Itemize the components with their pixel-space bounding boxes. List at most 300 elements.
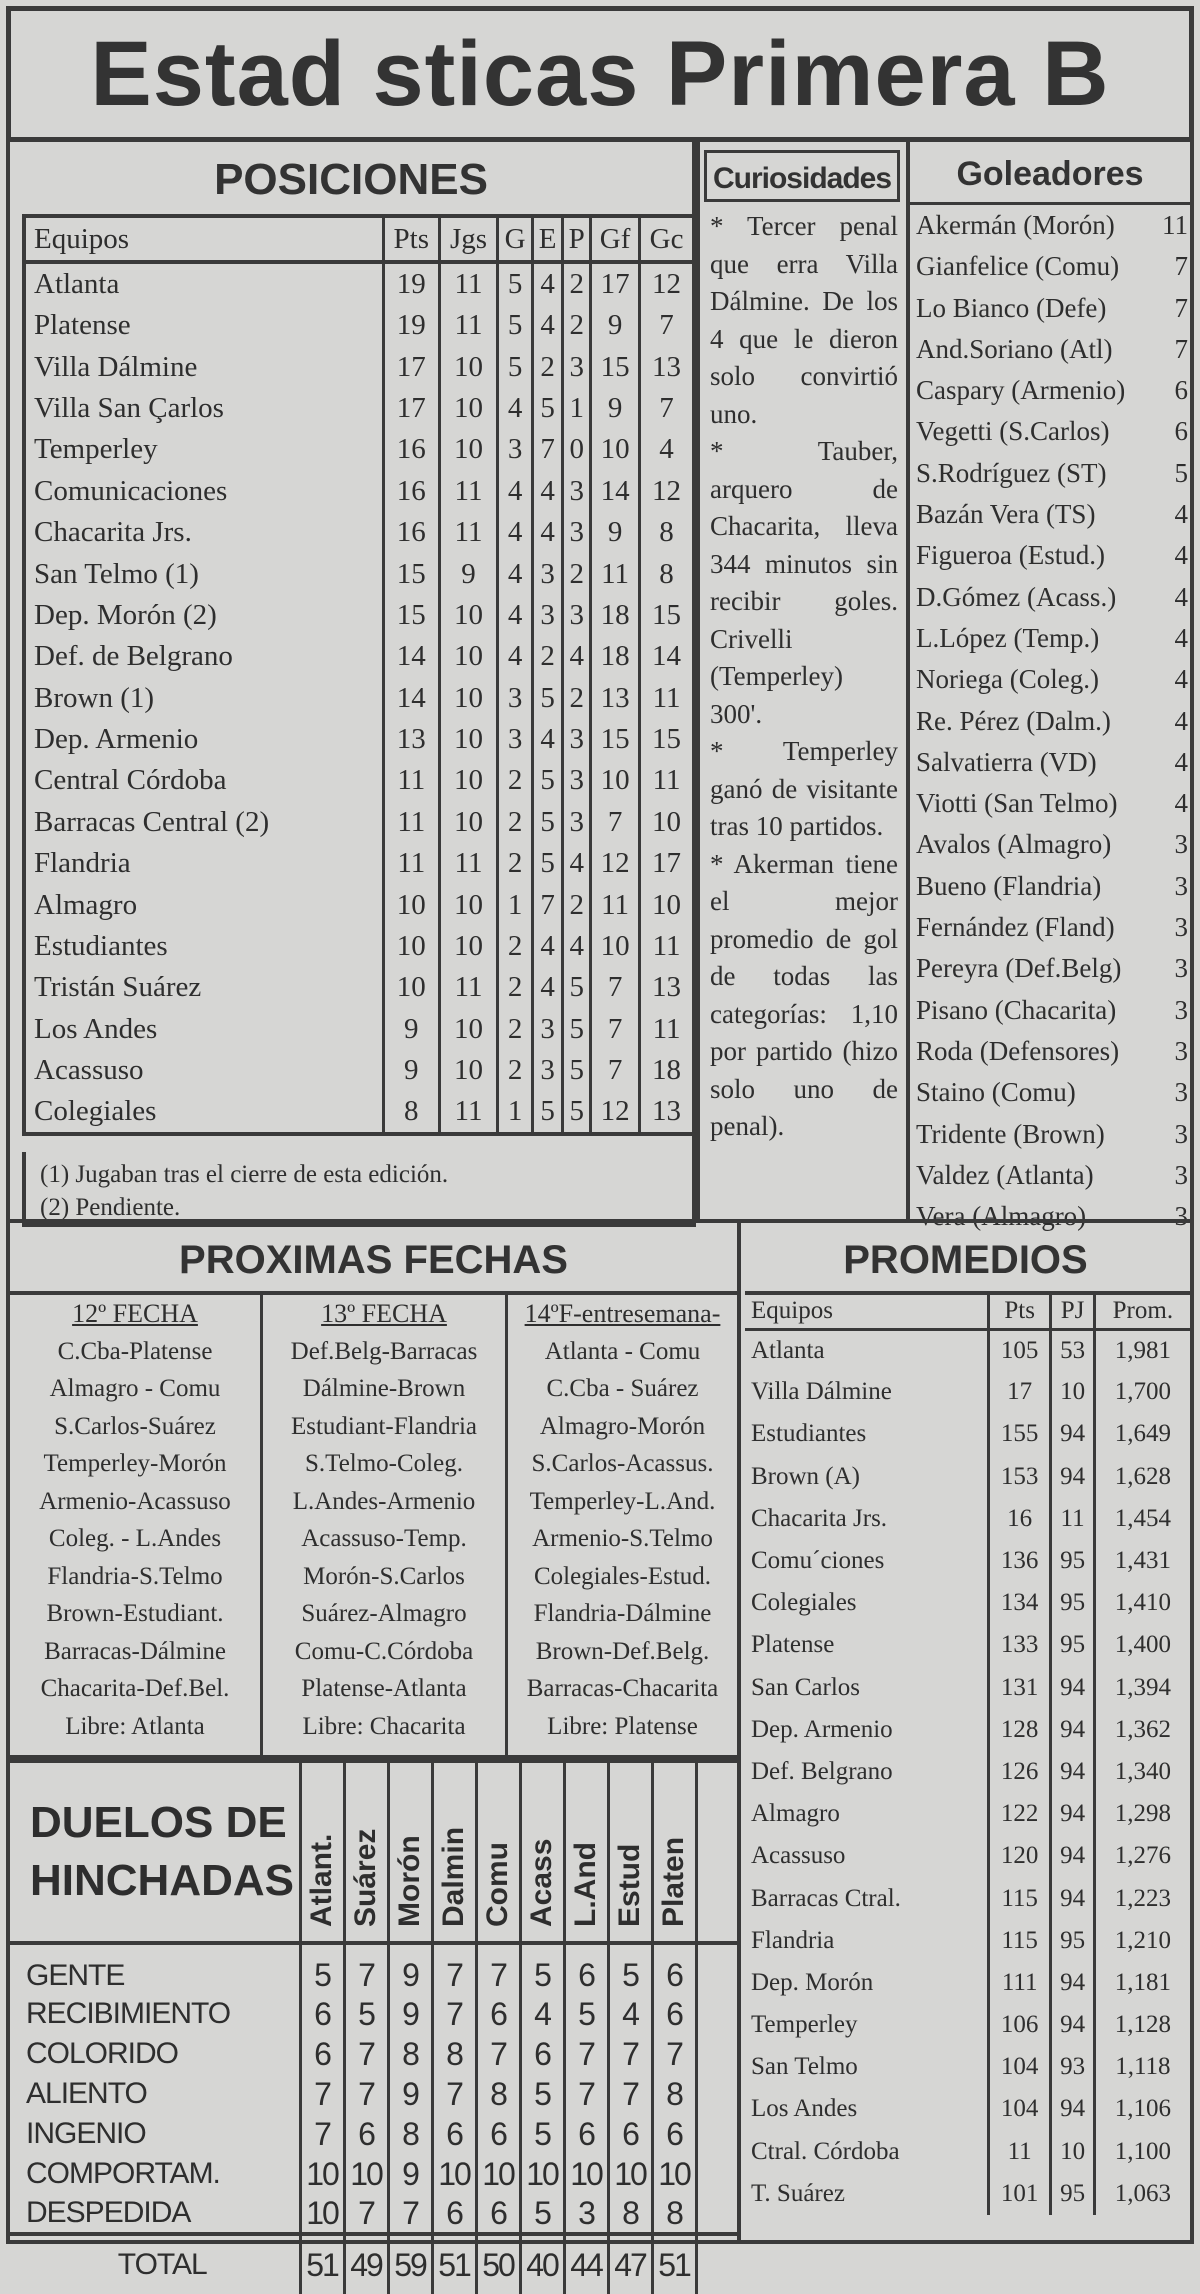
stat-cell: 9 xyxy=(591,388,640,429)
score-cell: 7 xyxy=(564,2074,608,2114)
total-cell: 59 xyxy=(388,2234,432,2294)
match: Brown-Estudiant. xyxy=(46,1600,224,1627)
goal-count: 11 xyxy=(1162,210,1188,240)
stat-cell: 1,628 xyxy=(1094,1456,1190,1498)
fecha-title: 12º FECHA xyxy=(72,1299,198,1328)
score-cell: 7 xyxy=(476,1943,520,1994)
goal-count: 5 xyxy=(1174,457,1188,488)
stat-cell: 15 xyxy=(591,719,640,760)
stat-cell: 13 xyxy=(591,678,640,719)
stat-cell: 2 xyxy=(498,843,533,884)
column-label: Estud xyxy=(613,1843,646,1927)
column-header xyxy=(476,1763,520,1943)
table-row xyxy=(24,636,694,677)
list-item xyxy=(910,1155,1190,1196)
score-cell: 8 xyxy=(432,2034,476,2074)
stat-cell: 7 xyxy=(533,884,563,925)
goal-count: 3 xyxy=(1174,1118,1188,1149)
stat-cell: 14 xyxy=(591,471,640,512)
table-row xyxy=(10,1994,737,2034)
stat-cell: 105 xyxy=(988,1329,1051,1371)
score-cell: 6 xyxy=(300,1994,344,2034)
proximas-fechas-section xyxy=(6,1219,741,1759)
stat-cell: 95 xyxy=(1051,1920,1094,1962)
list-item xyxy=(910,866,1190,907)
team-name: Temperley xyxy=(34,433,158,466)
stat-cell: 15 xyxy=(640,719,694,760)
score-cell: 6 xyxy=(520,2034,564,2074)
score-cell: 8 xyxy=(388,2034,432,2074)
stat-cell: 11 xyxy=(383,843,439,884)
stat-cell: 11 xyxy=(591,553,640,594)
column-header xyxy=(652,1763,696,1943)
team-name: Villa Dálmine xyxy=(34,350,198,383)
list-item xyxy=(910,246,1190,287)
table-row xyxy=(24,262,694,305)
stat-cell: 5 xyxy=(533,678,563,719)
column-header: E xyxy=(533,216,563,262)
table-row xyxy=(10,2194,737,2234)
stat-cell: 94 xyxy=(1051,2088,1094,2130)
stat-cell: 1,276 xyxy=(1094,1835,1190,1877)
goal-count: 3 xyxy=(1174,829,1188,860)
table-row xyxy=(745,2173,1190,2215)
stat-cell: 1,981 xyxy=(1094,1329,1190,1371)
posiciones-heading: POSICIONES xyxy=(214,155,488,204)
stat-cell: 10 xyxy=(640,884,694,925)
blank-cell xyxy=(696,2114,737,2154)
blank-cell xyxy=(696,1994,737,2034)
blank-cell xyxy=(696,2074,737,2114)
stat-cell: 1,394 xyxy=(1094,1667,1190,1709)
stat-cell: 7 xyxy=(591,802,640,843)
stat-cell: 11 xyxy=(640,926,694,967)
stat-cell: 3 xyxy=(563,346,591,387)
team-name: Tristán Suárez xyxy=(34,971,202,1004)
stat-cell: 4 xyxy=(533,471,563,512)
stat-cell: 10 xyxy=(1051,1371,1094,1413)
stat-cell: 131 xyxy=(988,1667,1051,1709)
category-label: GENTE xyxy=(26,1958,125,1992)
match: S.Telmo-Coleg. xyxy=(305,1450,463,1477)
stat-cell: 15 xyxy=(640,595,694,636)
category-label: DESPEDIDA xyxy=(26,2196,191,2229)
team-name: Central Córdoba xyxy=(34,764,227,797)
stat-cell: 1,410 xyxy=(1094,1582,1190,1624)
stat-cell: 18 xyxy=(591,636,640,677)
stat-cell: 3 xyxy=(498,719,533,760)
score-cell: 9 xyxy=(388,1994,432,2034)
team-name: Colegiales xyxy=(34,1095,157,1128)
column-label: L.And xyxy=(569,1842,602,1927)
score-cell: 10 xyxy=(564,2154,608,2194)
stat-cell: 128 xyxy=(988,1709,1051,1751)
list-item xyxy=(910,990,1190,1031)
stat-cell: 1,400 xyxy=(1094,1624,1190,1666)
scorer-name: S.Rodríguez (ST) xyxy=(916,457,1107,488)
match: Temperley-Morón xyxy=(43,1450,227,1477)
match: Flandria-S.Telmo xyxy=(47,1562,223,1590)
posiciones-table xyxy=(22,214,696,1136)
column-header: P xyxy=(563,216,591,262)
stat-cell: 10 xyxy=(591,760,640,801)
goal-count: 3 xyxy=(1174,1077,1188,1108)
score-cell: 7 xyxy=(344,2074,388,2114)
stat-cell: 94 xyxy=(1051,1413,1094,1455)
stat-cell: 5 xyxy=(533,843,563,884)
goal-count: 4 xyxy=(1174,540,1188,571)
stat-cell: 11 xyxy=(988,2131,1051,2173)
column-header xyxy=(344,1763,388,1943)
fecha-title: 14ºF-entresemana- xyxy=(524,1299,721,1328)
stat-cell: 95 xyxy=(1051,2173,1094,2215)
stat-cell: 115 xyxy=(988,1877,1051,1919)
scorer-name: Staino (Comu) xyxy=(916,1077,1076,1108)
stat-cell: 7 xyxy=(533,429,563,470)
category-label: ALIENTO xyxy=(26,2077,147,2110)
score-cell: 10 xyxy=(432,2154,476,2194)
posiciones-notes xyxy=(22,1152,696,1227)
list-item xyxy=(910,1072,1190,1113)
stat-cell: 5 xyxy=(533,388,563,429)
stat-cell: 4 xyxy=(533,967,563,1008)
list-item xyxy=(910,494,1190,535)
goal-count: 3 xyxy=(1174,994,1188,1025)
score-cell: 6 xyxy=(608,2114,652,2154)
match: Libre: Chacarita xyxy=(302,1712,466,1740)
stat-cell: 95 xyxy=(1051,1624,1094,1666)
stat-cell: 5 xyxy=(533,760,563,801)
table-row xyxy=(24,884,694,925)
list-item xyxy=(910,948,1190,989)
table-row xyxy=(745,1962,1190,2004)
table-row xyxy=(10,2114,737,2154)
stat-cell: 1,298 xyxy=(1094,1793,1190,1835)
table-row xyxy=(24,802,694,843)
stat-cell: 10 xyxy=(439,760,497,801)
column-header xyxy=(388,1763,432,1943)
scorer-name: Vegetti (S.Carlos) xyxy=(916,416,1110,447)
page-title: Estad sticas Primera B xyxy=(6,6,1194,142)
score-cell: 7 xyxy=(344,1943,388,1994)
table-row xyxy=(745,1456,1190,1498)
stat-cell: 5 xyxy=(498,305,533,346)
column-label: Suárez xyxy=(349,1828,382,1927)
score-cell: 7 xyxy=(432,1994,476,2034)
note: (1) Jugaban tras el cierre de esta edición. xyxy=(40,1161,449,1188)
stat-cell: 16 xyxy=(383,429,439,470)
score-cell: 5 xyxy=(564,1994,608,2034)
stat-cell: 2 xyxy=(563,553,591,594)
score-cell: 5 xyxy=(300,1943,344,1994)
duelos-heading-line2: HINCHADAS xyxy=(30,1856,294,1905)
column-header: PJ xyxy=(1051,1293,1094,1329)
curiosidades-heading: Curiosidades xyxy=(704,150,900,202)
stat-cell: 94 xyxy=(1051,1751,1094,1793)
table-row xyxy=(745,1540,1190,1582)
team-name: Dep. Morón xyxy=(751,1968,874,1996)
stat-cell: 5 xyxy=(563,967,591,1008)
stat-cell: 1,223 xyxy=(1094,1877,1190,1919)
stat-cell: 4 xyxy=(498,471,533,512)
team-name: San Carlos xyxy=(751,1673,861,1701)
promedios-section xyxy=(737,1219,1194,2244)
stat-cell: 4 xyxy=(563,843,591,884)
column-header: Equipos xyxy=(24,216,383,262)
team-name: Colegiales xyxy=(751,1589,857,1617)
team-name: Almagro xyxy=(34,888,138,921)
table-row xyxy=(24,843,694,884)
column-header: Equipos xyxy=(745,1293,988,1329)
posiciones-section xyxy=(6,138,696,1223)
team-name: Almagro xyxy=(751,1800,840,1828)
table-row xyxy=(745,1751,1190,1793)
goal-count: 4 xyxy=(1174,705,1188,736)
match: Colegiales-Estud. xyxy=(533,1562,712,1590)
goal-count: 6 xyxy=(1174,375,1188,406)
stat-cell: 10 xyxy=(591,429,640,470)
table-row xyxy=(10,2034,737,2074)
stat-cell: 11 xyxy=(640,678,694,719)
scorer-name: Noriega (Coleg.) xyxy=(916,664,1099,695)
team-name: Comu´ciones xyxy=(751,1547,885,1575)
table-row xyxy=(745,2046,1190,2088)
stat-cell: 15 xyxy=(383,595,439,636)
table-row xyxy=(745,1329,1190,1371)
blank-cell xyxy=(696,2234,737,2294)
score-cell: 5 xyxy=(344,1994,388,2034)
table-row xyxy=(745,1835,1190,1877)
team-name: Chacarita Jrs. xyxy=(34,516,192,549)
stat-cell: 7 xyxy=(591,1009,640,1050)
column-header: Prom. xyxy=(1094,1293,1190,1329)
score-cell: 10 xyxy=(652,2154,696,2194)
scorer-name: Tridente (Brown) xyxy=(916,1118,1105,1149)
goal-count: 7 xyxy=(1174,292,1188,323)
match: Chacarita-Def.Bel. xyxy=(40,1675,230,1702)
match: S.Carlos-Acassus. xyxy=(531,1450,714,1477)
stat-cell: 94 xyxy=(1051,1835,1094,1877)
match: Libre: Platense xyxy=(547,1712,698,1740)
column-header: Jgs xyxy=(439,216,497,262)
team-name: Dep. Morón (2) xyxy=(34,598,217,631)
stat-cell: 94 xyxy=(1051,1456,1094,1498)
goleadores-heading: Goleadores xyxy=(956,155,1144,193)
stat-cell: 1,128 xyxy=(1094,2004,1190,2046)
stat-cell: 16 xyxy=(383,471,439,512)
scorer-name: Figueroa (Estud.) xyxy=(916,540,1105,571)
match: C.Cba - Suárez xyxy=(546,1375,699,1402)
list-item xyxy=(910,205,1190,246)
team-name: Acassuso xyxy=(751,1842,846,1870)
stat-cell: 12 xyxy=(640,262,694,305)
team-name: Chacarita Jrs. xyxy=(751,1504,888,1532)
goal-count: 4 xyxy=(1174,622,1188,653)
stat-cell: 10 xyxy=(383,926,439,967)
stat-cell: 104 xyxy=(988,2088,1051,2130)
team-name: Barracas Ctral. xyxy=(751,1884,901,1912)
team-name: Def. Belgrano xyxy=(751,1757,893,1785)
stat-cell: 10 xyxy=(1051,2131,1094,2173)
table-row xyxy=(24,926,694,967)
team-name: Estudiantes xyxy=(34,930,168,963)
table-row xyxy=(24,553,694,594)
column-header: Gf xyxy=(591,216,640,262)
table-row xyxy=(24,760,694,801)
total-cell: 50 xyxy=(476,2234,520,2294)
column-label: Dalmin xyxy=(437,1826,470,1927)
column-header: Pts xyxy=(988,1293,1051,1329)
stat-cell: 95 xyxy=(1051,1582,1094,1624)
stat-cell: 14 xyxy=(383,636,439,677)
stat-cell: 1,100 xyxy=(1094,2131,1190,2173)
stat-cell: 17 xyxy=(988,1371,1051,1413)
total-cell: 51 xyxy=(300,2234,344,2294)
match: S.Carlos-Suárez xyxy=(54,1412,216,1440)
blank-cell xyxy=(696,1943,737,1994)
score-cell: 5 xyxy=(520,1943,564,1994)
stat-cell: 4 xyxy=(533,262,563,305)
stat-cell: 4 xyxy=(498,636,533,677)
curiosidad: * Tauber, arquero de Chacarita, lleva 344 minutos sin recibir goles. Crivelli (Temperley) 300'. xyxy=(710,436,898,729)
stat-cell: 14 xyxy=(383,678,439,719)
table-row xyxy=(745,1371,1190,1413)
match: Armenio-S.Telmo xyxy=(532,1525,713,1552)
total-cell: 47 xyxy=(608,2234,652,2294)
total-cell: 49 xyxy=(344,2234,388,2294)
team-name: Acassuso xyxy=(34,1054,144,1087)
stat-cell: 94 xyxy=(1051,1709,1094,1751)
score-cell: 7 xyxy=(432,2074,476,2114)
stat-cell: 1 xyxy=(498,1091,533,1134)
table-row xyxy=(745,2004,1190,2046)
stat-cell: 95 xyxy=(1051,1540,1094,1582)
scorer-name: Akermán (Morón) xyxy=(916,210,1115,240)
column-label: Morón xyxy=(393,1835,426,1927)
score-cell: 10 xyxy=(300,2194,344,2234)
stat-cell: 9 xyxy=(383,1050,439,1091)
score-cell: 5 xyxy=(608,1943,652,1994)
score-cell: 6 xyxy=(652,1994,696,2034)
category-label: RECIBIMIENTO xyxy=(26,1997,231,2030)
list-item xyxy=(910,577,1190,618)
total-cell: 44 xyxy=(564,2234,608,2294)
stat-cell: 3 xyxy=(563,802,591,843)
note: (2) Pendiente. xyxy=(40,1194,181,1221)
score-cell: 6 xyxy=(432,2194,476,2234)
table-row xyxy=(745,1877,1190,1919)
stat-cell: 9 xyxy=(591,512,640,553)
match: L.Andes-Armenio xyxy=(292,1487,476,1515)
stat-cell: 5 xyxy=(533,802,563,843)
scorer-name: Viotti (San Telmo) xyxy=(916,788,1118,819)
stat-cell: 10 xyxy=(439,388,497,429)
list-item xyxy=(910,370,1190,411)
list-item xyxy=(910,288,1190,329)
stat-cell: 10 xyxy=(439,429,497,470)
stat-cell: 10 xyxy=(383,967,439,1008)
table-row xyxy=(10,2074,737,2114)
stat-cell: 10 xyxy=(591,926,640,967)
score-cell: 6 xyxy=(344,2114,388,2154)
stat-cell: 13 xyxy=(640,346,694,387)
column-header xyxy=(608,1763,652,1943)
list-item xyxy=(910,535,1190,576)
score-cell: 6 xyxy=(432,2114,476,2154)
stat-cell: 101 xyxy=(988,2173,1051,2215)
stat-cell: 1 xyxy=(563,388,591,429)
stat-cell: 12 xyxy=(591,1091,640,1134)
blank-cell xyxy=(696,2154,737,2194)
table-row xyxy=(24,388,694,429)
team-name: Brown (A) xyxy=(751,1462,861,1490)
scorer-name: Lo Bianco (Defe) xyxy=(916,292,1107,323)
stat-cell: 7 xyxy=(640,388,694,429)
goal-count: 3 xyxy=(1174,953,1188,984)
scorer-name: Fernández (Fland) xyxy=(916,912,1115,943)
match: Barracas-Chacarita xyxy=(526,1675,719,1702)
stat-cell: 11 xyxy=(640,760,694,801)
table-row xyxy=(24,512,694,553)
stat-cell: 5 xyxy=(498,346,533,387)
stat-cell: 10 xyxy=(439,719,497,760)
stat-cell: 2 xyxy=(563,262,591,305)
list-item xyxy=(910,742,1190,783)
goleadores-section xyxy=(906,138,1194,1232)
score-cell: 7 xyxy=(432,1943,476,1994)
stat-cell: 5 xyxy=(563,1009,591,1050)
team-name: Dep. Armenio xyxy=(34,723,199,756)
scorer-name: Bueno (Flandria) xyxy=(916,870,1102,901)
duelos-section xyxy=(6,1759,741,2283)
score-cell: 10 xyxy=(608,2154,652,2194)
scorer-name: D.Gómez (Acass.) xyxy=(916,581,1117,612)
stat-cell: 7 xyxy=(591,1050,640,1091)
score-cell: 7 xyxy=(344,2194,388,2234)
stat-cell: 10 xyxy=(439,1009,497,1050)
stat-cell: 1,063 xyxy=(1094,2173,1190,2215)
scorer-name: Pisano (Chacarita) xyxy=(916,994,1117,1025)
duelos-heading xyxy=(10,1763,300,1943)
stat-cell: 8 xyxy=(383,1091,439,1134)
team-name: Atlanta xyxy=(751,1336,825,1364)
stat-cell: 17 xyxy=(383,346,439,387)
stat-cell: 10 xyxy=(640,802,694,843)
match: Almagro - Comu xyxy=(49,1375,221,1402)
score-cell: 7 xyxy=(388,2194,432,2234)
stat-cell: 1,210 xyxy=(1094,1920,1190,1962)
stat-cell: 133 xyxy=(988,1624,1051,1666)
stat-cell: 2 xyxy=(498,926,533,967)
stat-cell: 155 xyxy=(988,1413,1051,1455)
score-cell: 10 xyxy=(300,2154,344,2194)
stat-cell: 120 xyxy=(988,1835,1051,1877)
team-name: Atlanta xyxy=(34,268,120,300)
stat-cell: 115 xyxy=(988,1920,1051,1962)
goal-count: 4 xyxy=(1174,664,1188,695)
scorer-name: Salvatierra (VD) xyxy=(916,746,1097,777)
stat-cell: 13 xyxy=(640,1091,694,1134)
promedios-heading: PROMEDIOS xyxy=(843,1238,1088,1282)
score-cell: 10 xyxy=(476,2154,520,2194)
team-name: Ctral. Córdoba xyxy=(751,2137,900,2165)
total-row xyxy=(10,2234,737,2294)
stat-cell: 11 xyxy=(640,1009,694,1050)
fecha-column xyxy=(10,1291,260,1759)
stat-cell: 5 xyxy=(563,1050,591,1091)
stat-cell: 94 xyxy=(1051,1667,1094,1709)
blank-cell xyxy=(696,2034,737,2074)
